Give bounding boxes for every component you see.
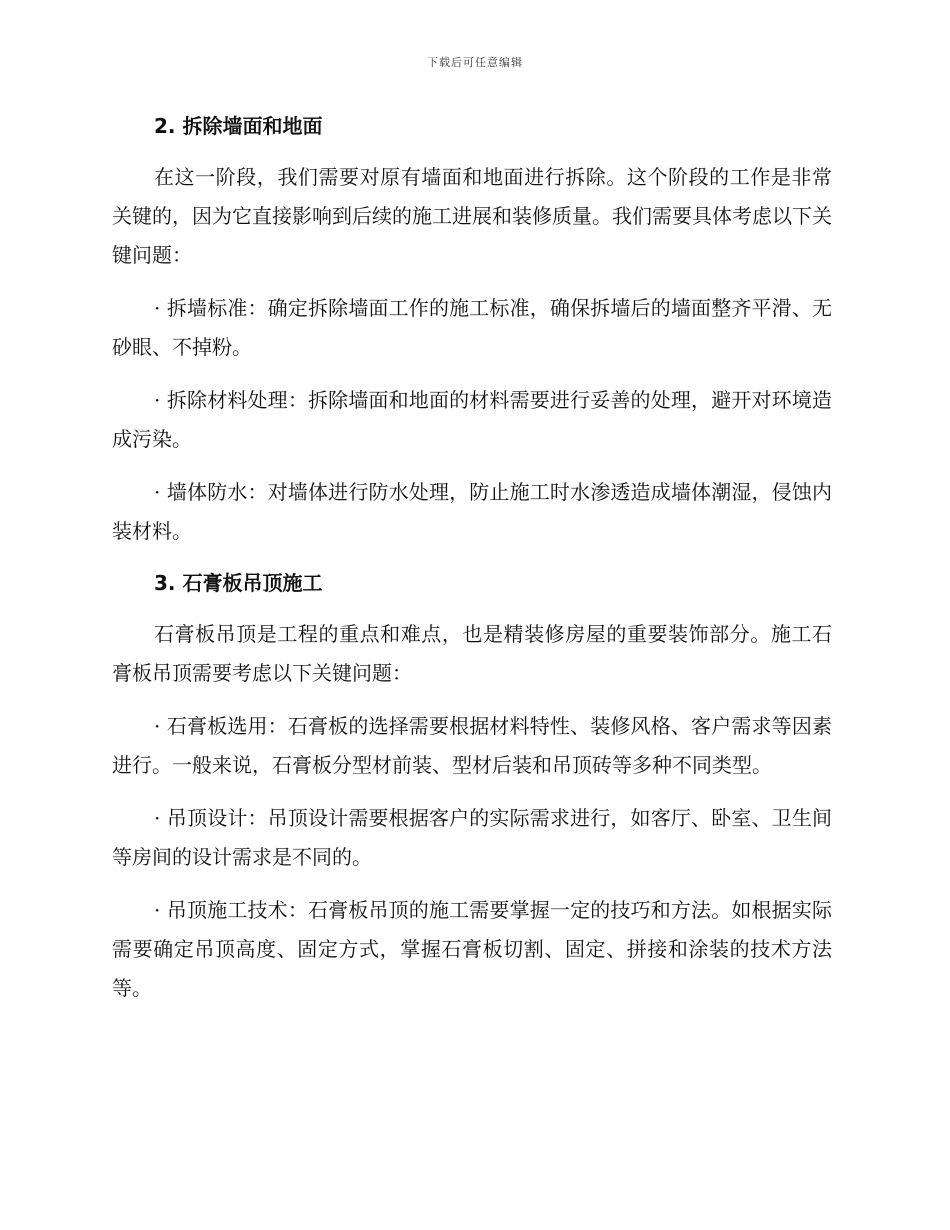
bullet-item: · 吊顶设计：吊顶设计需要根据客户的实际需求进行，如客厅、卧室、卫生间等房间的设计需求是不同的。	[112, 806, 832, 869]
section-heading-3: 3. 石膏板吊顶施工	[154, 571, 323, 595]
document-body	[112, 108, 832, 1022]
bullet-item: · 墙体防水：对墙体进行防水处理，防止施工时水渗透造成墙体潮湿，侵蚀内装材料。	[112, 480, 832, 543]
bullet-item: · 吊顶施工技术：石膏板吊顶的施工需要掌握一定的技巧和方法。如根据实际需要确定吊顶高度、固定方式，掌握石膏板切割、固定、拼接和涂装的技术方法等。	[112, 898, 832, 1000]
section-intro-3: 石膏板吊顶是工程的重点和难点，也是精装修房屋的重要装饰部分。施工石膏板吊顶需要考虑以下关键问题：	[112, 622, 832, 685]
section-heading-2: 2. 拆除墙面和地面	[154, 114, 323, 138]
bullet-item: · 拆除材料处理：拆除墙面和地面的材料需要进行妥善的处理，避开对环境造成污染。	[112, 388, 832, 451]
section-intro-2: 在这一阶段，我们需要对原有墙面和地面进行拆除。这个阶段的工作是非常关键的，因为它直接影响到后续的施工进展和装修质量。我们需要具体考虑以下关键问题：	[112, 165, 832, 267]
bullet-item: · 拆墙标准：确定拆除墙面工作的施工标准，确保拆墙后的墙面整齐平滑、无砂眼、不掉粉。	[112, 296, 832, 359]
page-header: 下载后可任意编辑	[427, 56, 523, 69]
bullet-item: · 石膏板选用：石膏板的选择需要根据材料特性、装修风格、客户需求等因素进行。一般来说，石膏板分型材前装、型材后装和吊顶砖等多种不同类型。	[112, 714, 832, 777]
